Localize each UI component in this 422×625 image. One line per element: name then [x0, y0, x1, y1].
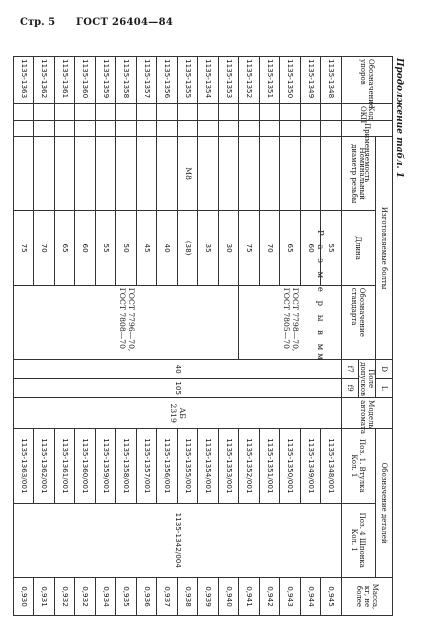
cell-thread: M8 — [177, 137, 198, 211]
cell-thread — [157, 137, 178, 211]
cell-designation: 1135-1362 — [34, 57, 55, 104]
table-container — [15, 56, 393, 616]
cell-designation: 1135-1355 — [177, 57, 198, 104]
cell-mass: 0,941 — [239, 578, 260, 616]
col-pos4: Поз. 4 Шпонка Кол. 1 — [341, 503, 375, 577]
cell-okp — [157, 104, 178, 121]
cell-standard-block-1: ГОСТ 7798—70, ГОСТ 7805—70 — [239, 285, 342, 359]
cell-thread — [321, 137, 342, 211]
cell-standard-block-2: ГОСТ 7796—70, ГОСТ 7808—70 — [13, 285, 239, 359]
cell-designation: 1135-1359 — [95, 57, 116, 104]
table-row — [321, 57, 342, 616]
cell-thread — [218, 137, 239, 211]
cell-length: 65 — [280, 211, 301, 285]
cell-okp — [13, 104, 34, 121]
cell-length: 30 — [218, 211, 239, 285]
cell-applicability — [239, 121, 260, 137]
cell-applicability — [177, 121, 198, 137]
cell-okp — [259, 104, 280, 121]
cell-model: АБ 2319 — [13, 398, 341, 429]
cell-length: 40 — [157, 211, 178, 285]
cell-length: 70 — [34, 211, 55, 285]
cell-mass: 0,940 — [218, 578, 239, 616]
cell-designation: 1135-1360 — [75, 57, 96, 104]
cell-L: 105 — [13, 379, 341, 398]
cell-applicability — [13, 121, 34, 137]
standard-number: ГОСТ 26404—84 — [76, 17, 174, 28]
table-body — [13, 57, 341, 616]
cell-designation: 1135-1361 — [54, 57, 75, 104]
cell-applicability — [34, 121, 55, 137]
cell-designation: 1135-1353 — [218, 57, 239, 104]
cell-pos1: 1135-1363/001 — [13, 429, 34, 503]
cell-pos1: 1135-1350/001 — [280, 429, 301, 503]
cell-mass: 0,939 — [198, 578, 219, 616]
cell-pos1: 1135-1360/001 — [75, 429, 96, 503]
cell-mass: 0,937 — [157, 578, 178, 616]
cell-pos1: 1135-1357/001 — [136, 429, 157, 503]
cell-D: 40 — [13, 360, 341, 379]
cell-okp — [116, 104, 137, 121]
col-pos1: Поз. 1. Втулка Кол. 1 — [341, 429, 375, 503]
cell-thread — [136, 137, 157, 211]
cell-thread — [198, 137, 219, 211]
cell-applicability — [259, 121, 280, 137]
cell-applicability — [95, 121, 116, 137]
cell-okp — [280, 104, 301, 121]
cell-pos1: 1135-1359/001 — [95, 429, 116, 503]
cell-length: 75 — [239, 211, 260, 285]
col-tol-D: f7 — [341, 360, 358, 379]
cell-length: (38) — [177, 211, 198, 285]
cell-applicability — [218, 121, 239, 137]
cell-mass: 0,944 — [300, 578, 321, 616]
cell-okp — [198, 104, 219, 121]
cell-applicability — [321, 121, 342, 137]
col-model: Модель автомата — [341, 398, 392, 429]
cell-length: 55 — [95, 211, 116, 285]
col-bolts-group: Изготовляемые болты — [376, 137, 393, 360]
col-length: Длина — [341, 211, 375, 285]
cell-pos1: 1135-1355/001 — [177, 429, 198, 503]
cell-pos1: 1135-1358/001 — [116, 429, 137, 503]
cell-thread — [75, 137, 96, 211]
cell-thread — [300, 137, 321, 211]
cell-okp — [177, 104, 198, 121]
cell-mass: 0,930 — [13, 578, 34, 616]
cell-applicability — [198, 121, 219, 137]
col-okp: Код ОКП — [341, 104, 392, 121]
cell-thread — [116, 137, 137, 211]
cell-pos1: 1135-1362/001 — [34, 429, 55, 503]
cell-designation: 1135-1350 — [280, 57, 301, 104]
cell-mass: 0,938 — [177, 578, 198, 616]
cell-applicability — [300, 121, 321, 137]
cell-pos1: 1135-1353/001 — [218, 429, 239, 503]
cell-mass: 0,943 — [280, 578, 301, 616]
cell-length: 75 — [13, 211, 34, 285]
cell-thread — [280, 137, 301, 211]
cell-thread — [239, 137, 260, 211]
cell-pos1: 1135-1348/001 — [321, 429, 342, 503]
col-tolerance: Поле допусков — [358, 360, 375, 398]
cell-pos1: 1135-1356/001 — [157, 429, 178, 503]
cell-length: 35 — [198, 211, 219, 285]
cell-pos1: 1135-1352/001 — [239, 429, 260, 503]
cell-okp — [300, 104, 321, 121]
cell-applicability — [75, 121, 96, 137]
col-mass: Масса, кг, не более — [341, 578, 392, 616]
cell-length: 50 — [116, 211, 137, 285]
cell-okp — [136, 104, 157, 121]
col-thread: Номинальный диаметр резьбы — [341, 137, 375, 211]
cell-designation: 1135-1363 — [13, 57, 34, 104]
cell-applicability — [157, 121, 178, 137]
cell-thread — [13, 137, 34, 211]
cell-applicability — [116, 121, 137, 137]
cell-mass: 0,931 — [34, 578, 55, 616]
cell-applicability — [54, 121, 75, 137]
cell-designation: 1135-1357 — [136, 57, 157, 104]
cell-thread — [259, 137, 280, 211]
col-designation: Обозначение упоров — [341, 57, 392, 104]
cell-length: 60 — [300, 211, 321, 285]
col-tol-L: f9 — [341, 379, 358, 398]
cell-okp — [239, 104, 260, 121]
cell-okp — [34, 104, 55, 121]
cell-okp — [54, 104, 75, 121]
cell-designation: 1135-1348 — [321, 57, 342, 104]
cell-length: 55 — [321, 211, 342, 285]
cell-thread — [54, 137, 75, 211]
cell-designation: 1135-1354 — [198, 57, 219, 104]
cell-designation: 1135-1352 — [239, 57, 260, 104]
cell-length: 60 — [75, 211, 96, 285]
cell-pos1: 1135-1361/001 — [54, 429, 75, 503]
cell-mass: 0,936 — [136, 578, 157, 616]
col-standard: Обозначение стандарта — [341, 285, 375, 359]
cell-length: 45 — [136, 211, 157, 285]
cell-pos1: 1135-1349/001 — [300, 429, 321, 503]
cell-okp — [218, 104, 239, 121]
cell-pos4: 1135-1342/004 — [13, 503, 341, 577]
parts-table — [13, 56, 393, 616]
table-continuation-label: Продолжение табл. 1 — [394, 58, 404, 179]
cell-mass: 0,945 — [321, 578, 342, 616]
cell-mass: 0,932 — [54, 578, 75, 616]
cell-designation: 1135-1358 — [116, 57, 137, 104]
cell-mass: 0,932 — [75, 578, 96, 616]
page-number: Стр. 5 — [20, 17, 56, 28]
cell-pos1: 1135-1351/001 — [259, 429, 280, 503]
cell-okp — [95, 104, 116, 121]
cell-designation: 1135-1349 — [300, 57, 321, 104]
cell-designation: 1135-1351 — [259, 57, 280, 104]
cell-designation: 1135-1356 — [157, 57, 178, 104]
cell-okp — [75, 104, 96, 121]
cell-applicability — [280, 121, 301, 137]
col-applicability: Применяемость — [341, 121, 392, 137]
cell-length: 70 — [259, 211, 280, 285]
cell-mass: 0,942 — [259, 578, 280, 616]
col-L: L — [376, 379, 393, 398]
col-D: D — [376, 360, 393, 379]
dimensions-caption: Р а з м е р ы в мм — [315, 230, 325, 363]
cell-thread — [95, 137, 116, 211]
col-parts-group: Обозначение деталей — [376, 429, 393, 578]
cell-mass: 0,934 — [95, 578, 116, 616]
cell-mass: 0,935 — [116, 578, 137, 616]
cell-pos1: 1135-1354/001 — [198, 429, 219, 503]
cell-length: 65 — [54, 211, 75, 285]
cell-thread — [34, 137, 55, 211]
cell-okp — [321, 104, 342, 121]
page-header — [20, 17, 400, 33]
cell-applicability — [136, 121, 157, 137]
